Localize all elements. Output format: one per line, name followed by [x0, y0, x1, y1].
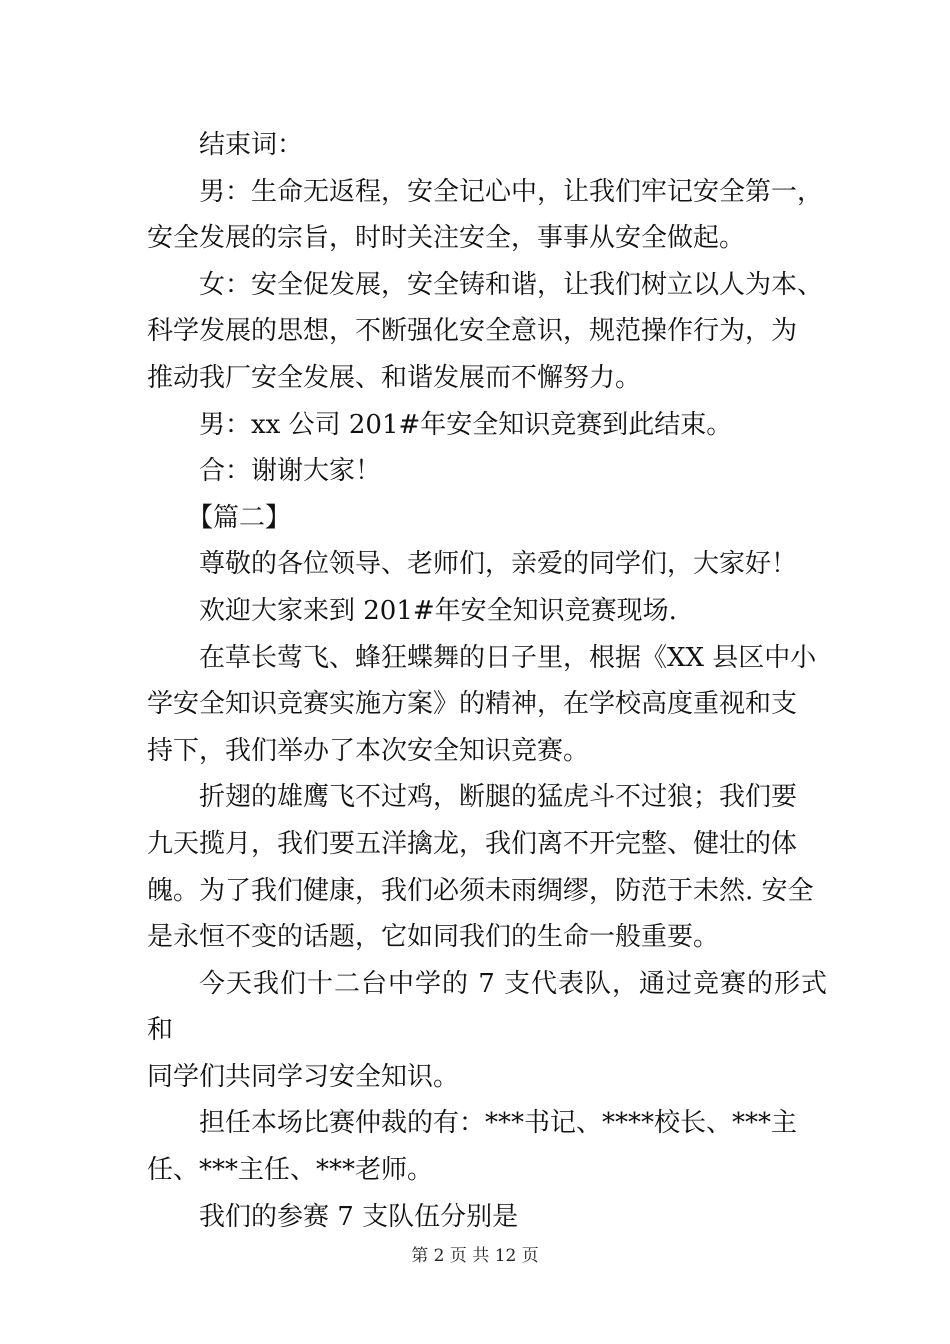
text-line: 学安全知识竞赛实施方案》的精神，在学校高度重视和支 — [147, 689, 798, 720]
document-body — [147, 122, 827, 1240]
paragraph — [147, 448, 827, 495]
text-line: 是永恒不变的话题，它如同我们的生命一般重要。 — [147, 922, 720, 953]
text-line: 男：生命无返程，安全记心中，让我们牢记安全第一， — [199, 176, 824, 207]
paragraph — [147, 961, 827, 1101]
text-line: 我们的参赛 7 支队伍分别是 — [199, 1201, 519, 1232]
text-line: 结束词： — [199, 130, 304, 160]
text-line: 折翅的雄鹰飞不过鸡，断腿的猛虎斗不过狼；我们要 — [199, 782, 798, 813]
paragraph — [147, 402, 827, 449]
paragraph — [147, 635, 827, 775]
text-line: 魄。为了我们健康，我们必须未雨绸缪，防范于未然. 安全 — [147, 875, 814, 906]
section-heading — [147, 495, 827, 542]
text-line: 女：安全促发展，安全铸和谐，让我们树立以人为本、 — [199, 269, 824, 300]
text-line: 持下，我们举办了本次安全知识竞赛。 — [147, 735, 590, 766]
text-line: 推动我厂安全发展、和谐发展而不懈努力。 — [147, 362, 642, 393]
paragraph — [147, 1194, 827, 1241]
text-line: 【篇二】 — [187, 502, 292, 533]
text-line: 安全发展的宗旨，时时关注安全，事事从安全做起。 — [147, 223, 746, 254]
text-line: 科学发展的思想，不断强化安全意识，规范操作行为，为 — [147, 316, 798, 347]
paragraph — [147, 262, 827, 402]
text-line: 在草长莺飞、蜂狂蝶舞的日子里，根据《XX 县区中小 — [199, 642, 817, 673]
text-line: 合：谢谢大家！ — [199, 456, 382, 487]
text-line: 欢迎大家来到 201#年安全知识竞赛现场. — [199, 595, 677, 626]
page-number-footer: 第 2 页 共 12 页 — [411, 1246, 539, 1266]
text-line: 男：xx 公司 201#年安全知识竞赛到此结束。 — [199, 409, 733, 440]
paragraph — [147, 588, 827, 635]
text-line: 同学们共同学习安全知识。 — [147, 1061, 460, 1092]
text-line: 今天我们十二台中学的 7 支代表队，通过竞赛的形式和 — [147, 968, 827, 1046]
paragraph — [147, 541, 827, 588]
text-line: 任、***主任、***老师。 — [147, 1155, 434, 1186]
text-line: 尊敬的各位领导、老师们，亲爱的同学们，大家好！ — [199, 549, 798, 580]
paragraph — [147, 169, 827, 262]
paragraph — [147, 122, 827, 169]
paragraph — [147, 1100, 827, 1193]
text-line: 担任本场比赛仲裁的有：***书记、****校长、***主 — [199, 1108, 798, 1139]
paragraph — [147, 774, 827, 960]
text-line: 九天揽月，我们要五洋擒龙，我们离不开完整、健壮的体 — [147, 828, 798, 859]
